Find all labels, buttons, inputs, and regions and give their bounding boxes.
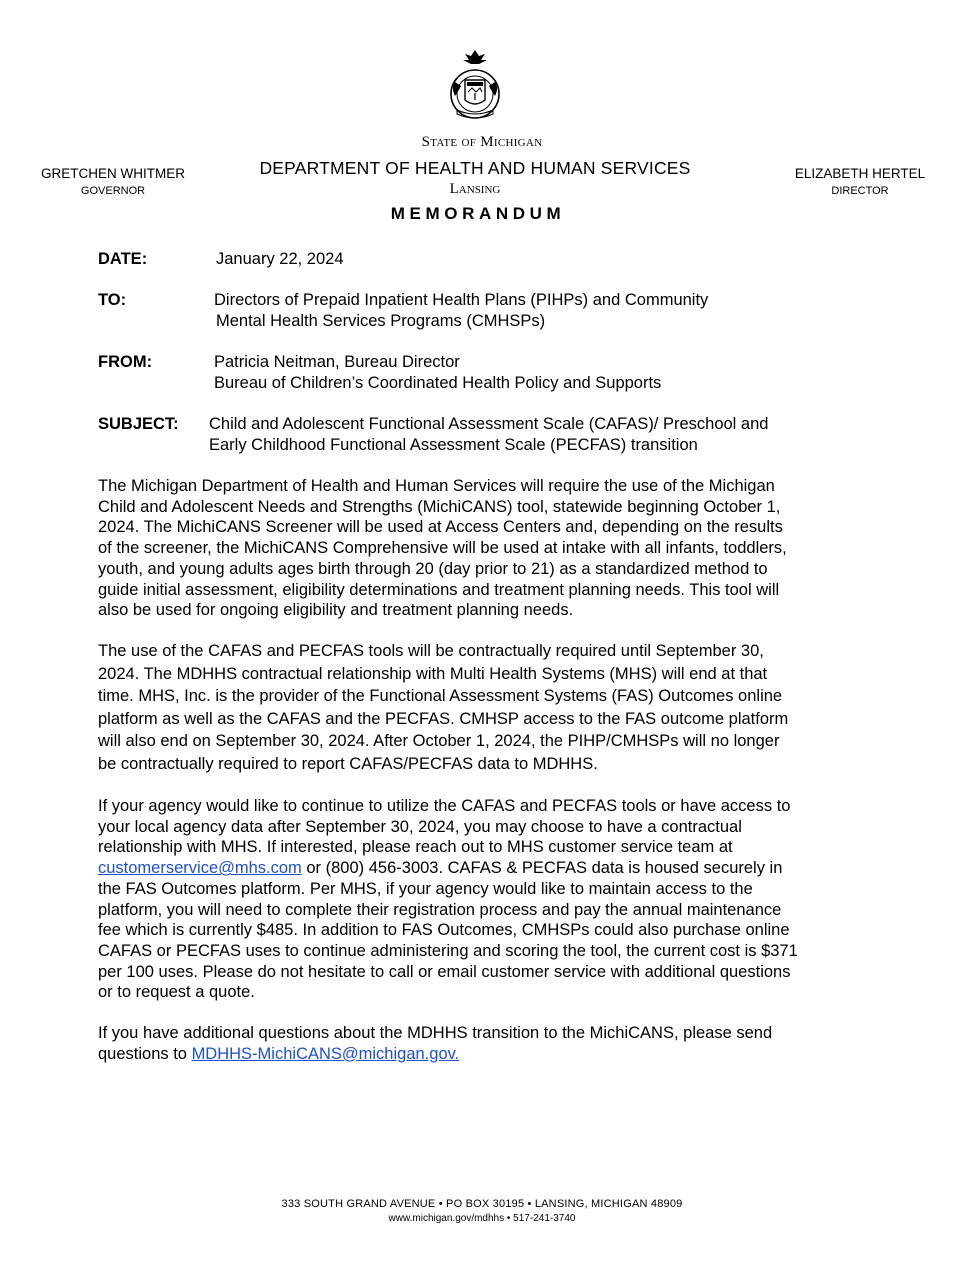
p3-line: or to request a quote. [98,983,255,1002]
from-label: FROM: [98,353,153,371]
p1-line: Child and Adolescent Needs and Strengths (MichiCANS) tool, statewide beginning October 1, [98,497,781,516]
paragraph-4 [98,1023,868,1064]
p2-line: will also end on September 30, 2024. After October 1, 2024, the PIHP/CMHSPs will no longer [98,732,780,751]
governor-name: GRETCHEN WHITMER [41,166,185,181]
p1-line: guide initial assessment, eligibility determinations and treatment planning needs. This tool will [98,580,780,599]
department-name: DEPARTMENT OF HEALTH AND HUMAN SERVICES [259,158,691,178]
memorandum-title: MEMORANDUM [390,204,566,223]
p1-line: The Michigan Department of Health and Human Services will require the use of the Michigan [98,477,775,495]
subject-line-1: Child and Adolescent Functional Assessment Scale (CAFAS)/ Preschool and [209,415,769,433]
p3-line: platform, you will need to complete their registration process and pay the annual maintenance [98,900,782,919]
footer-contact: www.michigan.gov/mdhhs • 517-241-3740 [388,1213,576,1224]
p1-line: of the screener, the MichiCANS Comprehensive will be used at intake with all infants, toddlers, [98,539,787,558]
p4-line: If you have additional questions about the MDHHS transition to the MichiCANS, please send [98,1024,773,1042]
seal-graphic [441,46,509,126]
p4-line-with-email [98,1044,868,1065]
p2-line: The use of the CAFAS and PECFAS tools will be contractually required until September 30, [98,642,764,660]
p4-prefix: questions to [98,1044,192,1063]
p2-line: be contractually required to report CAFAS/PECFAS data to MDHHS. [98,754,598,773]
paragraph-1 [98,476,868,621]
state-seal-icon [441,46,509,126]
p3-line: CAFAS or PECFAS uses to continue administering and scoring the tool, the current cost is $371 [98,941,798,960]
p1-line: also be used for ongoing eligibility and treatment planning needs. [98,601,574,620]
director-name: ELIZABETH HERTEL [794,166,926,181]
from-line-2: Bureau of Children’s Coordinated Health Policy and Supports [214,374,662,392]
p3-line-rest: or (800) 456-3003. CAFAS & PECFAS data is housed securely in [301,859,783,878]
p1-line: youth, and young adults ages birth through 20 (day prior to 21) as a standardized method to [98,559,768,578]
paragraph-3 [98,796,868,1003]
date-label: DATE: [98,250,148,268]
subject-label: SUBJECT: [98,415,179,433]
customer-service-email-link[interactable]: customerservice@mhs.com [98,859,302,878]
governor-title: GOVERNOR [80,185,146,197]
p2-line: time. MHS, Inc. is the provider of the Functional Assessment Systems (FAS) Outcomes online [98,687,783,706]
p2-line: 2024. The MDHHS contractual relationship with Multi Health Systems (MHS) will end at that [98,664,768,683]
p3-line: per 100 uses. Please do not hesitate to call or email customer service with additional questions [98,962,791,981]
p3-line: relationship with MHS. If interested, please reach out to MHS customer service team at [98,838,733,857]
p3-line: If your agency would like to continue to utilize the CAFAS and PECFAS tools or have access to [98,797,791,815]
p3-line: the FAS Outcomes platform. Per MHS, if your agency would like to maintain access to the [98,879,753,898]
p3-line: your local agency data after September 30, 2024, you may choose to have a contractual [98,817,742,836]
to-line-1: Directors of Prepaid Inpatient Health Plans (PIHPs) and Community [214,291,709,309]
p1-line: 2024. The MichiCANS Screener will be used at Access Centers and, depending on the results [98,518,783,537]
michicans-email-link[interactable]: MDHHS-MichiCANS@michigan.gov. [191,1044,460,1063]
from-line-1: Patricia Neitman, Bureau Director [214,353,460,371]
director-title: DIRECTOR [831,185,889,197]
to-label: TO: [98,291,127,309]
paragraph-2 [98,640,868,776]
state-name: State of Michigan [421,134,543,150]
p2-line: platform as well as the CAFAS and the PECFAS. CMHSP access to the FAS outcome platform [98,709,789,728]
city-name: Lansing [449,181,501,197]
p3-line: fee which is currently $485. In addition to FAS Outcomes, CMHSPs could also purchase online [98,921,790,940]
subject-line-2: Early Childhood Functional Assessment Scale (PECFAS) transition [209,436,698,454]
to-line-2: Mental Health Services Programs (CMHSPs) [216,312,546,330]
footer-address: 333 SOUTH GRAND AVENUE • PO BOX 30195 • LANSING, MICHIGAN 48909 [281,1198,683,1210]
p3-line-with-email [98,858,868,879]
date-value: January 22, 2024 [216,250,344,268]
